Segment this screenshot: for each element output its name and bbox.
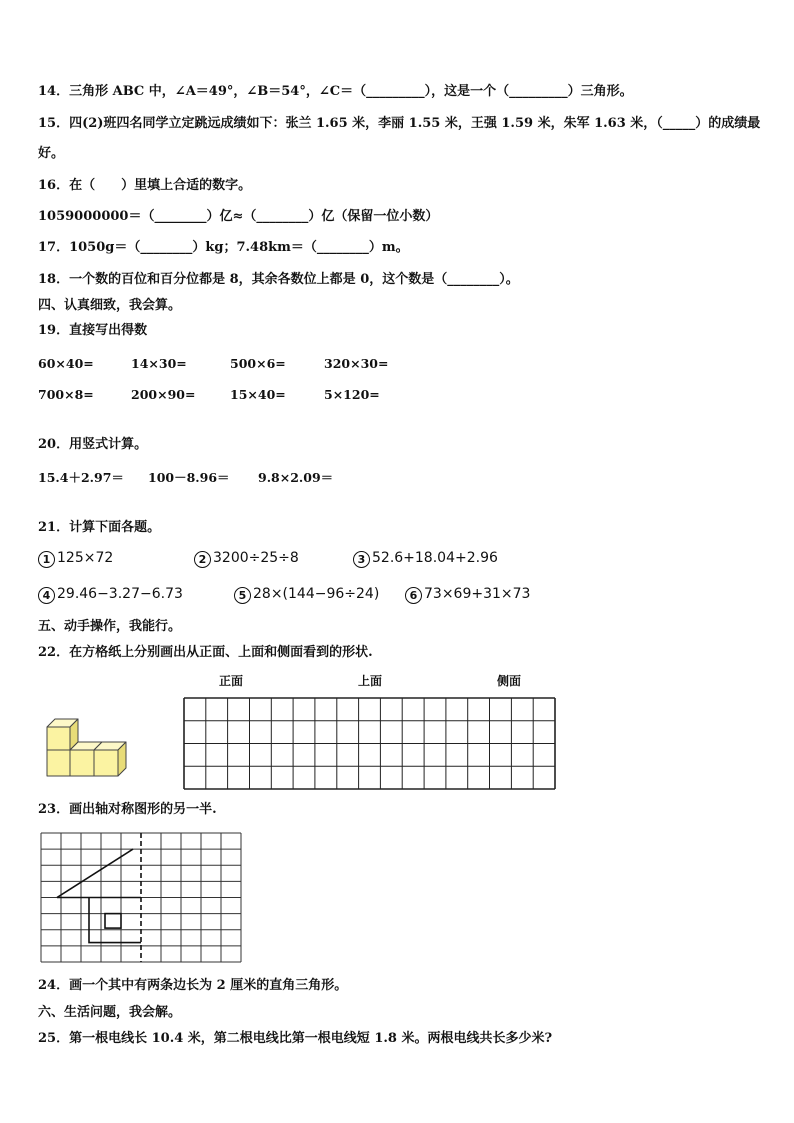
- expression: 125×72: [57, 550, 114, 566]
- q20-item: 15.4＋2.97＝: [38, 470, 124, 485]
- question-15-cont: 好。: [38, 146, 65, 161]
- circled-number: 4: [38, 587, 55, 604]
- q19-item: 320×30=: [324, 356, 389, 371]
- question-24: 24．画一个其中有两条边长为 2 厘米的直角三角形。: [38, 978, 348, 993]
- expression: 28×(144−96÷24): [253, 586, 380, 602]
- q19-item: 5×120=: [324, 387, 380, 402]
- square-grid-paper: [184, 698, 556, 790]
- label-side-view: 侧面: [497, 674, 522, 688]
- expression: 52.6+18.04+2.96: [372, 550, 498, 566]
- q21-item: [353, 550, 498, 568]
- symmetry-grid: [41, 833, 242, 963]
- question-25: 25．第一根电线长 10.4 米，第二根电线比第一根电线短 1.8 米。两根电线共长多少米?: [38, 1031, 553, 1046]
- q19-item: 14×30=: [131, 356, 187, 371]
- section-4-heading: 四、认真细致，我会算。: [38, 298, 182, 313]
- q19-item: 700×8=: [38, 387, 94, 402]
- section-6-heading: 六、生活问题，我会解。: [38, 1005, 182, 1020]
- circled-number: 1: [38, 551, 55, 568]
- cube-stack-figure: [40, 712, 140, 782]
- q19-item: 500×6=: [230, 356, 286, 371]
- question-16-sub: 1059000000＝（________）亿≈（________）亿（保留一位小数）: [38, 209, 439, 224]
- q20-item: 9.8×2.09＝: [258, 470, 334, 485]
- circled-number: 5: [234, 587, 251, 604]
- question-14: 14．三角形 ABC 中，∠A＝49°，∠B＝54°，∠C＝（_________），这是一个（_________）三角形。: [38, 84, 633, 99]
- q19-item: 15×40=: [230, 387, 286, 402]
- circled-number: 6: [405, 587, 422, 604]
- question-22: 22．在方格纸上分别画出从正面、上面和侧面看到的形状.: [38, 645, 373, 660]
- q20-item: 100－8.96＝: [148, 470, 230, 485]
- q21-item: [405, 586, 530, 604]
- label-front-view: 正面: [219, 674, 244, 688]
- q21-item: [38, 550, 113, 568]
- question-17: 17．1050g＝（________）kg；7.48km＝（________）m。: [38, 240, 409, 255]
- question-15: 15．四(2)班四名同学立定跳远成绩如下：张兰 1.65 米，李丽 1.55 米，王强 1.59 米，朱军 1.63 米，（_____）的成绩最: [38, 116, 761, 131]
- question-16: 16．在（ ）里填上合适的数字。: [38, 178, 252, 193]
- question-19: 19．直接写出得数: [38, 323, 148, 338]
- expression: 3200÷25÷8: [213, 550, 299, 566]
- q21-item: [38, 586, 183, 604]
- question-21: 21．计算下面各题。: [38, 520, 161, 535]
- circled-number: 3: [353, 551, 370, 568]
- q21-item: [234, 586, 379, 604]
- section-5-heading: 五、动手操作，我能行。: [38, 619, 182, 634]
- q21-item: [194, 550, 299, 568]
- circled-number: 2: [194, 551, 211, 568]
- q19-item: 200×90=: [131, 387, 196, 402]
- expression: 29.46−3.27−6.73: [57, 586, 183, 602]
- question-20: 20．用竖式计算。: [38, 437, 148, 452]
- q19-item: 60×40=: [38, 356, 94, 371]
- question-23: 23．画出轴对称图形的另一半.: [38, 802, 217, 817]
- label-top-view: 上面: [358, 674, 383, 688]
- expression: 73×69+31×73: [424, 586, 531, 602]
- question-18: 18．一个数的百位和百分位都是 8，其余各数位上都是 0，这个数是（________）。: [38, 272, 519, 287]
